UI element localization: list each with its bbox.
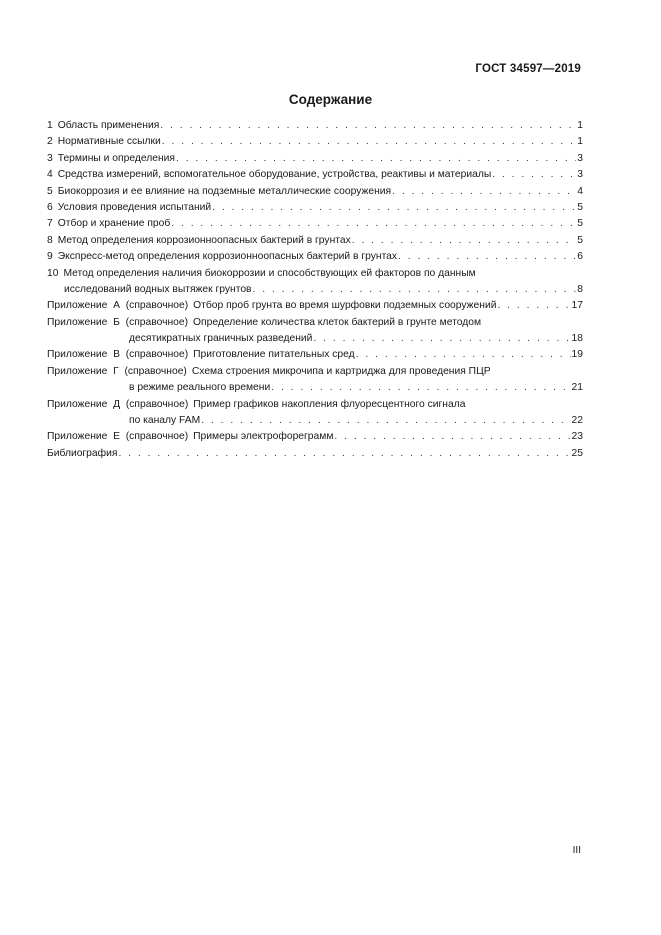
appendix-prefix: Приложение Е (справочное) [47, 431, 189, 443]
appendix-page: 23 [571, 431, 583, 443]
toc-item-number: 2 [47, 136, 53, 148]
toc-item-3[interactable] [47, 153, 583, 169]
toc-item-number: 5 [47, 185, 53, 197]
toc-item-page: 4 [577, 185, 583, 197]
toc-item-number: 1 [47, 120, 53, 131]
toc-item-label: Экспресс-метод определения коррозионноопасных бактерий в грунтах [57, 251, 398, 263]
toc-item-page: 5 [577, 201, 583, 213]
appendix-label-line2: по каналу FAM [129, 415, 201, 427]
toc-item-label-line2: исследований водных вытяжек грунтов [64, 283, 252, 295]
toc-item-7[interactable] [47, 218, 583, 234]
toc-item-page: 5 [577, 234, 583, 246]
toc-item-number: 7 [47, 218, 53, 230]
document-code: ГОСТ 34597—2019 [475, 63, 581, 75]
table-of-contents [47, 120, 583, 464]
leader-dots [160, 120, 576, 131]
toc-item-page: 5 [577, 218, 583, 230]
toc-item-label: Область применения [57, 120, 160, 131]
toc-item-page: 3 [577, 152, 583, 164]
toc-bibliography[interactable] [47, 448, 583, 464]
appendix-label-line1: Пример графиков накопления флуоресцентного сигнала [193, 398, 466, 410]
toc-item-label: Термины и определения [57, 152, 175, 164]
toc-item-number: 3 [47, 152, 53, 164]
leader-dots [118, 448, 570, 459]
appendix-label-line2: десятикратных граничных разведений [129, 333, 313, 345]
appendix-label: Примеры электрофореграмм [193, 431, 334, 443]
appendix-label: Отбор проб грунта во время шурфовки подземных сооружений [193, 300, 497, 312]
toc-item-page: 1 [577, 136, 583, 148]
leader-dots [352, 235, 577, 246]
appendix-label-line2: в режиме реального времени [129, 382, 271, 394]
toc-appendix-g[interactable] [47, 366, 583, 399]
leader-dots [271, 382, 570, 393]
toc-item-5[interactable] [47, 186, 583, 202]
bibliography-page: 25 [571, 447, 583, 459]
toc-item-10[interactable] [47, 268, 583, 301]
toc-item-page: 8 [577, 283, 583, 295]
toc-item-number: 6 [47, 201, 53, 213]
appendix-page: 21 [571, 382, 583, 394]
toc-appendix-b[interactable] [47, 317, 583, 350]
appendix-prefix: Приложение Г (справочное) [47, 365, 187, 377]
toc-item-page: 1 [577, 120, 583, 131]
toc-item-label: Средства измерений, вспомогательное оборудование, устройства, реактивы и материалы [57, 169, 492, 181]
leader-dots [356, 349, 571, 360]
toc-item-number: 9 [47, 251, 53, 263]
toc-item-9[interactable] [47, 251, 583, 267]
appendix-page: 22 [571, 415, 583, 427]
toc-appendix-e[interactable] [47, 431, 583, 447]
leader-dots [497, 300, 570, 311]
leader-dots [162, 136, 576, 147]
toc-item-label: Условия проведения испытаний [57, 201, 212, 213]
toc-item-4[interactable] [47, 169, 583, 185]
toc-item-label: Метод определения коррозионноопасных бактерий в грунтах [57, 234, 351, 246]
toc-item-number: 8 [47, 234, 53, 246]
leader-dots [176, 153, 576, 164]
appendix-label-line1: Определение количества клеток бактерий в грунте методом [193, 316, 482, 328]
toc-appendix-d[interactable] [47, 399, 583, 432]
appendix-prefix: Приложение Д (справочное) [47, 398, 189, 410]
toc-item-label: Отбор и хранение проб [57, 218, 171, 230]
appendix-page: 18 [571, 333, 583, 345]
leader-dots [171, 218, 576, 229]
toc-item-1[interactable] [47, 120, 583, 136]
toc-item-number: 10 [47, 267, 59, 279]
page-number: III [572, 845, 581, 856]
leader-dots [253, 284, 577, 295]
toc-item-number: 4 [47, 169, 53, 181]
appendix-label: Приготовление питательных сред [193, 349, 355, 361]
appendix-prefix: Приложение В (справочное) [47, 349, 189, 361]
bibliography-label: Библиография [47, 447, 118, 459]
toc-item-8[interactable] [47, 235, 583, 251]
appendix-page: 19 [571, 349, 583, 361]
toc-item-2[interactable] [47, 136, 583, 152]
leader-dots [201, 415, 570, 426]
toc-appendix-a[interactable] [47, 300, 583, 316]
leader-dots [492, 169, 576, 180]
leader-dots [313, 333, 570, 344]
leader-dots [212, 202, 576, 213]
toc-item-page: 6 [577, 251, 583, 263]
appendix-page: 17 [571, 300, 583, 312]
leader-dots [392, 186, 576, 197]
toc-item-label-line1: Метод определения наличия биокоррозии и способствующих ей факторов по данным [63, 267, 476, 279]
page-title: Содержание [288, 92, 373, 107]
toc-item-page: 3 [577, 169, 583, 181]
appendix-label-line1: Схема строения микрочипа и картриджа для проведения ПЦР [191, 365, 491, 377]
appendix-prefix: Приложение Б (справочное) [47, 316, 189, 328]
leader-dots [334, 431, 570, 442]
toc-item-6[interactable] [47, 202, 583, 218]
leader-dots [398, 251, 576, 262]
toc-item-label: Нормативные ссылки [57, 136, 161, 148]
toc-item-label: Биокоррозия и ее влияние на подземные металлические сооружения [57, 185, 392, 197]
toc-appendix-v[interactable] [47, 349, 583, 365]
appendix-prefix: Приложение А (справочное) [47, 300, 189, 312]
